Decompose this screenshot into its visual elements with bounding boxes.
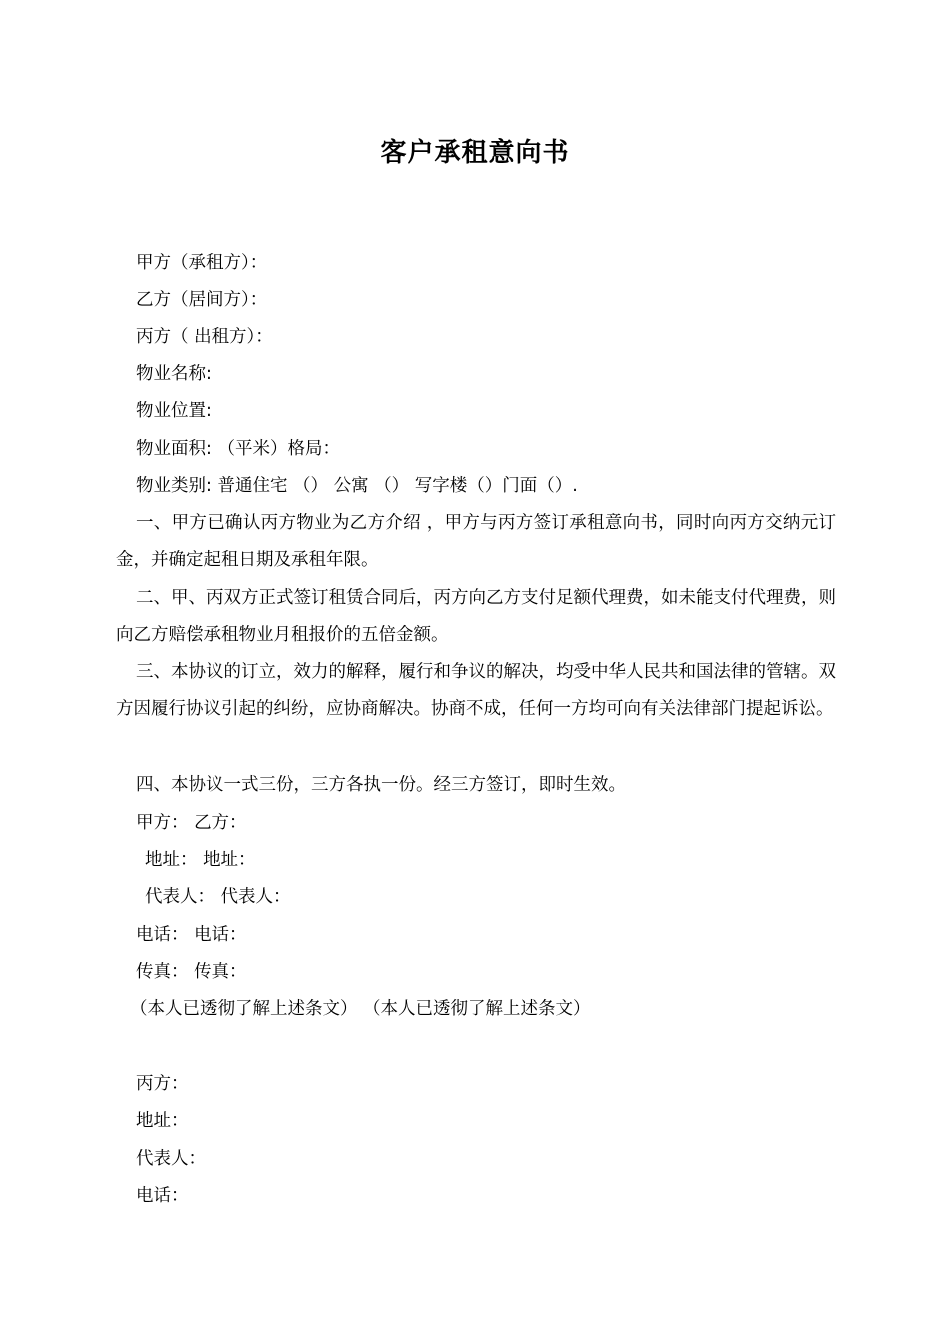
clause-2: 二、甲、丙双方正式签订租赁合同后，丙方向乙方支付足额代理费，如未能支付代理费，则向乙方赔偿承租物业月租报价的五倍金额。 bbox=[116, 588, 836, 645]
signature-phone-line: 电话： 电话： bbox=[136, 925, 247, 945]
party-c-representative-label: 代表人： bbox=[136, 1149, 206, 1169]
clause-4: 四、本协议一式三份，三方各执一份。经三方签订，即时生效。 bbox=[136, 775, 626, 795]
party-a-line: 甲方（承租方）： bbox=[136, 253, 268, 273]
party-c-address-label: 地址： bbox=[136, 1111, 189, 1131]
signature-fax-line: 传真： 传真： bbox=[136, 962, 247, 982]
clause-1: 一、甲方已确认丙方物业为乙方介绍 ，甲方与丙方签订承租意向书，同时向丙方交纳元订金，并确定起租日期及承租年限。 bbox=[116, 513, 836, 570]
signature-address-line: 地址： 地址： bbox=[145, 850, 256, 870]
document-title: 客户承租意向书 bbox=[380, 138, 570, 168]
property-name-line: 物业名称: bbox=[136, 364, 212, 384]
party-b-line: 乙方（居间方）： bbox=[136, 290, 268, 310]
property-area-line: 物业面积: （平米）格局： bbox=[136, 439, 340, 459]
party-c-signature-label: 丙方： bbox=[136, 1074, 189, 1094]
property-location-line: 物业位置: bbox=[136, 401, 212, 421]
clause-3: 三、本协议的订立，效力的解释，履行和争议的解决，均受中华人民共和国法律的管辖。双方因履行协议引起的纠纷，应协商解决。协商不成，任何一方均可向有关法律部门提起诉讼。 bbox=[116, 662, 836, 719]
signature-representative-line: 代表人： 代表人： bbox=[145, 887, 291, 907]
signature-acknowledgement-line: （本人已透彻了解上述条文） （本人已透彻了解上述条文） bbox=[130, 999, 591, 1019]
signature-parties-line: 甲方： 乙方： bbox=[136, 813, 247, 833]
party-c-line: 丙方（ 出租方）： bbox=[136, 327, 273, 347]
party-c-phone-label: 电话： bbox=[136, 1186, 189, 1206]
property-type-line: 物业类别: 普通住宅 （） 公寓 （） 写字楼（）门面（）. bbox=[136, 476, 578, 496]
